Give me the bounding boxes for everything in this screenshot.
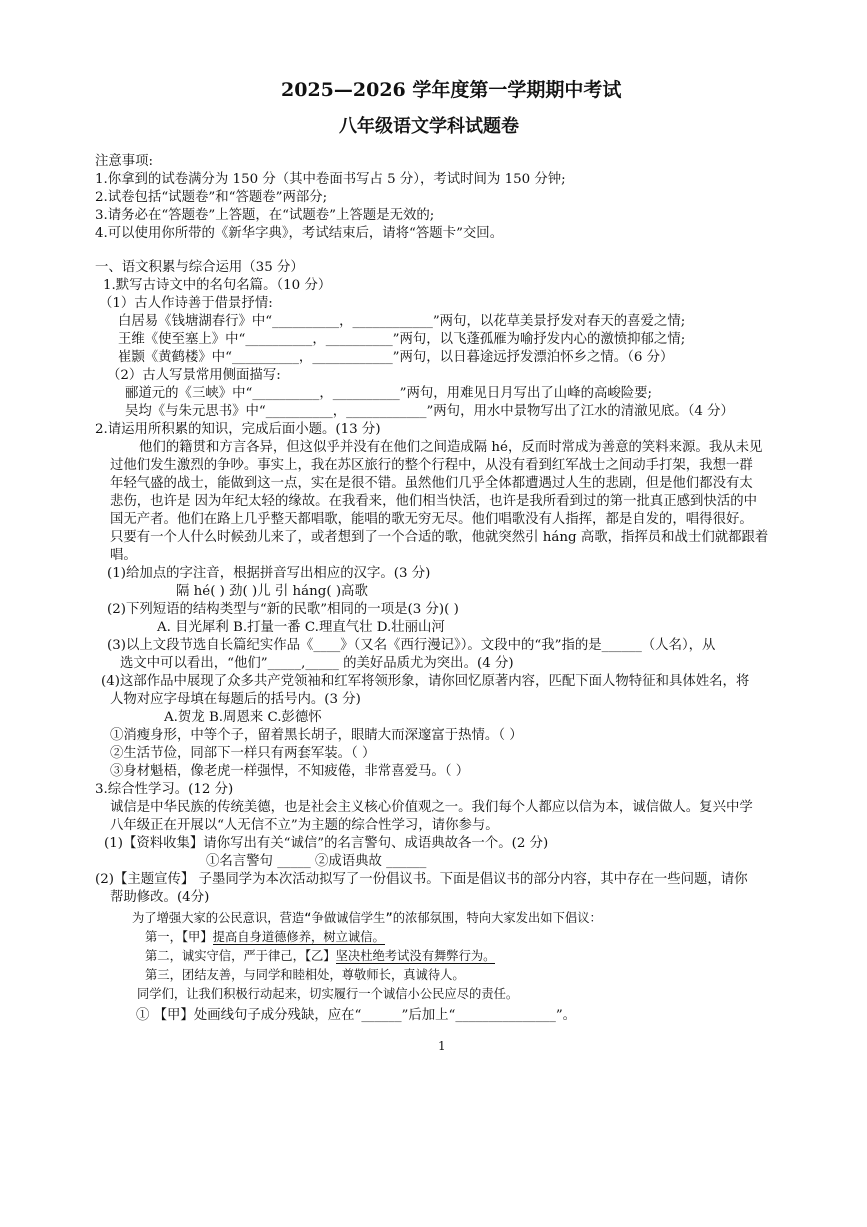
- question-2-part-1: (1)给加点的字注音，根据拼音写出相应的汉字。(3 分): [107, 566, 431, 581]
- proposal-item-1: [145, 928, 385, 946]
- passage-line: 年轻气盛的战士，能做到这一点，实在是很不错。虽然他们几乎全体都遭遇过人生的悲剧，但是他们都没有太: [110, 476, 753, 491]
- question-3: 3.综合性学习。(12 分): [95, 782, 234, 797]
- intro-line: 诚信是中华民族的传统美德，也是社会主义核心价值观之一。我们每个人都应以信为本，诚信做人。复兴中学: [110, 800, 753, 815]
- notice-item: 2.试卷包括“试题卷”和“答题卷”两部分;: [95, 190, 328, 205]
- question-3-part-1: (1)【资料收集】请你写出有关“诚信”的名言警句、成语典故各一个。(2 分): [104, 836, 549, 851]
- fill-blank-line: 吴均《与朱元思书》中“__________，____________”两句，用水中景物写出了江水的清澈见底。（4 分）: [125, 404, 734, 419]
- passage-line: 国无产者。他们在路上几乎整天都唱歌，能唱的歌无穷无尽。他们唱歌没有人指挥，都是自发的，唱得很好。: [110, 512, 753, 527]
- notice-item: 4.可以使用你所带的《新华字典》，考试结束后，请将“答题卡”交回。: [95, 226, 504, 241]
- notice-item: 3.请务必在“答题卷”上答题，在“试题卷”上答题是无效的;: [95, 208, 435, 223]
- match-item: ③身材魁梧，像老虎一样强悍，不知疲倦，非常喜爱马。（ ）: [110, 764, 470, 779]
- proposal-item-2-underlined: 坚决杜绝考试没有舞弊行为。: [335, 949, 496, 963]
- passage-line: 他们的籍贯和方言各异，但这似乎并没有在他们之间造成隔 hé，反而时常成为善意的笑料来源。我从未见: [139, 440, 763, 455]
- question-2-part-4-cont: 人物对应字母填在每题后的括号内。(3 分): [110, 692, 361, 707]
- question-1-part-2: （2）古人写景常用侧面描写:: [107, 368, 281, 383]
- question-1: 1.默写古诗文中的名句名篇。（10 分）: [103, 278, 332, 293]
- person-options: A.贺龙 B.周恩来 C.彭德怀: [164, 710, 322, 725]
- proposal-closing: 同学们，让我们积极行动起来，切实履行一个诚信小公民应尽的责任。: [137, 987, 519, 1001]
- choice-options: A. 目光犀利 B.打量一番 C.理直气壮 D.壮丽山河: [157, 620, 445, 635]
- passage-line: 唱。: [110, 548, 137, 563]
- question-3-part-2-cont: 帮助修改。(4分): [110, 890, 210, 905]
- proposal-item-3: 第三，团结友善，与同学和睦相处，尊敬师长，真诚待人。: [145, 968, 465, 982]
- proposal-intro: 为了增强大家的公民意识，营造“争做诚信学生”的浓郁氛围，特向大家发出如下倡议：: [132, 911, 602, 925]
- quote-idiom-blanks: ①名言警句 _____ ②成语典故 ______: [206, 854, 427, 869]
- question-2-part-2: (2)下列短语的结构类型与“新的民歌”相同的一项是(3 分)( ): [107, 602, 459, 617]
- pinyin-blanks: 隔 hé( ) 劲( )儿 引 háng( )高歌: [176, 584, 368, 599]
- section-heading: 一、语文积累与综合运用（35 分）: [95, 260, 304, 275]
- fill-blank-line: 崔颢《黄鹤楼》中“__________，____________”两句，以日暮途远抒发漂泊怀乡之情。（6 分）: [118, 350, 674, 365]
- proposal-item-1-prefix: 第一，【甲】: [145, 930, 213, 944]
- passage-line: 悲伤，也许是 因为年纪太轻的缘故。在我看来，他们相当快活，也许是我所看到过的第一批真正感到快活的中: [110, 494, 758, 509]
- question-2: 2.请运用所积累的知识，完成后面小题。(13 分): [95, 422, 381, 437]
- question-1-part-1: （1）古人作诗善于借景抒情:: [99, 296, 273, 311]
- intro-line: 八年级正在开展以“人无信不立”为主题的综合性学习，请你参与。: [110, 818, 499, 833]
- exam-title: 2025—2026 学年度第一学期期中考试: [281, 79, 622, 101]
- question-3-part-2: (2)【主题宣传】 子墨同学为本次活动拟写了一份倡议书。下面是倡议书的部分内容，其中存在一些问题，请你: [95, 872, 748, 887]
- fill-blank-line: 郦道元的《三峡》中“__________，__________”两句，用难见日月写出了山峰的高峻险要;: [125, 386, 653, 401]
- proposal-item-2-prefix: 第二，诚实守信，严于律己，【乙】: [145, 949, 336, 963]
- passage-line: 只要有一个人什么时候劲儿来了，或者想到了一个合适的歌，他就突然引 háng 高歌，指挥员和战士们就都跟着: [110, 530, 769, 545]
- question-2-part-4: (4)这部作品中展现了众多共产党领袖和红军将领形象，请你回忆原著内容，匹配下面人物特征和具体姓名，将: [101, 674, 750, 689]
- proposal-item-2: [145, 947, 495, 965]
- passage-line: 过他们发生激烈的争吵。事实上，我在苏区旅行的整个行程中，从没有看到红军战士之间动手打架，我想一群: [110, 458, 753, 473]
- notice-heading: 注意事项:: [95, 154, 154, 169]
- proposal-item-1-underlined: 提高自身道德修养，树立诚信。: [212, 930, 385, 944]
- revision-item-1: ① 【甲】处画线句子成分残缺，应在“______”后加上“_______________”。: [136, 1008, 577, 1023]
- exam-subtitle: 八年级语文学科试题卷: [339, 116, 519, 137]
- notice-item: 1.你拿到的试卷满分为 150 分（其中卷面书写占 5 分），考试时间为 150 分钟;: [95, 172, 566, 187]
- fill-blank-line: 白居易《钱塘湖春行》中“__________，____________”两句，以花草美景抒发对春天的喜爱之情;: [118, 314, 686, 329]
- question-2-part-3: (3)以上文段节选自长篇纪实作品《____》（又名《西行漫记》）。文段中的“我”指的是______（人名），从: [107, 638, 716, 653]
- match-item: ②生活节俭，同部下一样只有两套军装。（ ）: [110, 746, 376, 761]
- fill-blank-line: 王维《使至塞上》中“__________，__________”两句，以飞蓬孤雁为喻抒发内心的激愤抑郁之情;: [118, 332, 686, 347]
- page-number: 1: [438, 1039, 446, 1053]
- question-2-part-3-cont: 选文中可以看出，“他们”_____,_____ 的美好品质尤为突出。(4 分): [120, 656, 514, 671]
- match-item: ①消瘦身形，中等个子，留着黑长胡子，眼睛大而深邃富于热情。（ ）: [110, 728, 523, 743]
